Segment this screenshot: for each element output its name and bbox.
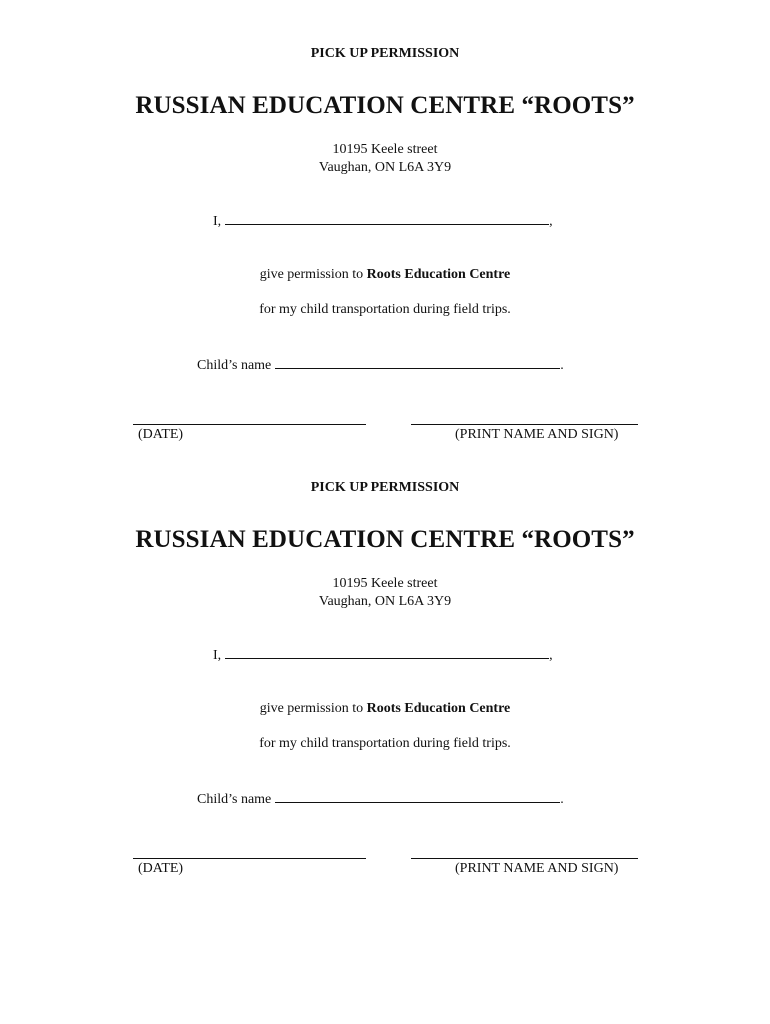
date-field[interactable]: [133, 858, 366, 859]
permission-statement: [0, 267, 770, 283]
child-name-label: Child’s name: [197, 358, 272, 373]
child-name-field[interactable]: [275, 790, 560, 803]
transport-statement: for my child transportation during field trips.: [259, 736, 511, 751]
parent-name-field[interactable]: [225, 212, 549, 225]
school-name: RUSSIAN EDUCATION CENTRE “ROOTS”: [135, 92, 635, 119]
transport-statement: for my child transportation during field trips.: [259, 302, 511, 317]
form-heading: PICK UP PERMISSION: [310, 46, 460, 61]
permission-form-2: [0, 434, 770, 874]
child-name-field[interactable]: [275, 356, 560, 369]
child-name-line: [197, 790, 564, 808]
signature-field[interactable]: [411, 858, 638, 859]
organization-name: Roots Education Centre: [366, 701, 511, 716]
address-city: Vaughan, ON L6A 3Y9: [318, 594, 452, 609]
permission-prefix: give permission to: [259, 267, 364, 282]
permission-form-1: [0, 0, 770, 440]
child-name-label: Child’s name: [197, 792, 272, 807]
parent-suffix: ,: [549, 648, 553, 663]
date-label: (DATE): [138, 427, 184, 442]
permission-statement: [0, 701, 770, 717]
school-name: RUSSIAN EDUCATION CENTRE “ROOTS”: [135, 526, 635, 553]
address-street: 10195 Keele street: [332, 576, 438, 591]
address-city: Vaughan, ON L6A 3Y9: [318, 160, 452, 175]
address-street: 10195 Keele street: [332, 142, 438, 157]
child-name-line: [197, 356, 564, 374]
signature-field[interactable]: [411, 424, 638, 425]
form-heading: PICK UP PERMISSION: [310, 480, 460, 495]
child-suffix: .: [560, 358, 564, 373]
date-label: (DATE): [138, 861, 184, 876]
parent-name-line: [213, 646, 553, 664]
child-suffix: .: [560, 792, 564, 807]
signature-label: (PRINT NAME AND SIGN): [455, 427, 619, 442]
parent-prefix: I,: [213, 648, 222, 663]
parent-suffix: ,: [549, 214, 553, 229]
organization-name: Roots Education Centre: [366, 267, 511, 282]
date-field[interactable]: [133, 424, 366, 425]
parent-prefix: I,: [213, 214, 222, 229]
parent-name-field[interactable]: [225, 646, 549, 659]
permission-prefix: give permission to: [259, 701, 364, 716]
parent-name-line: [213, 212, 553, 230]
signature-label: (PRINT NAME AND SIGN): [455, 861, 619, 876]
